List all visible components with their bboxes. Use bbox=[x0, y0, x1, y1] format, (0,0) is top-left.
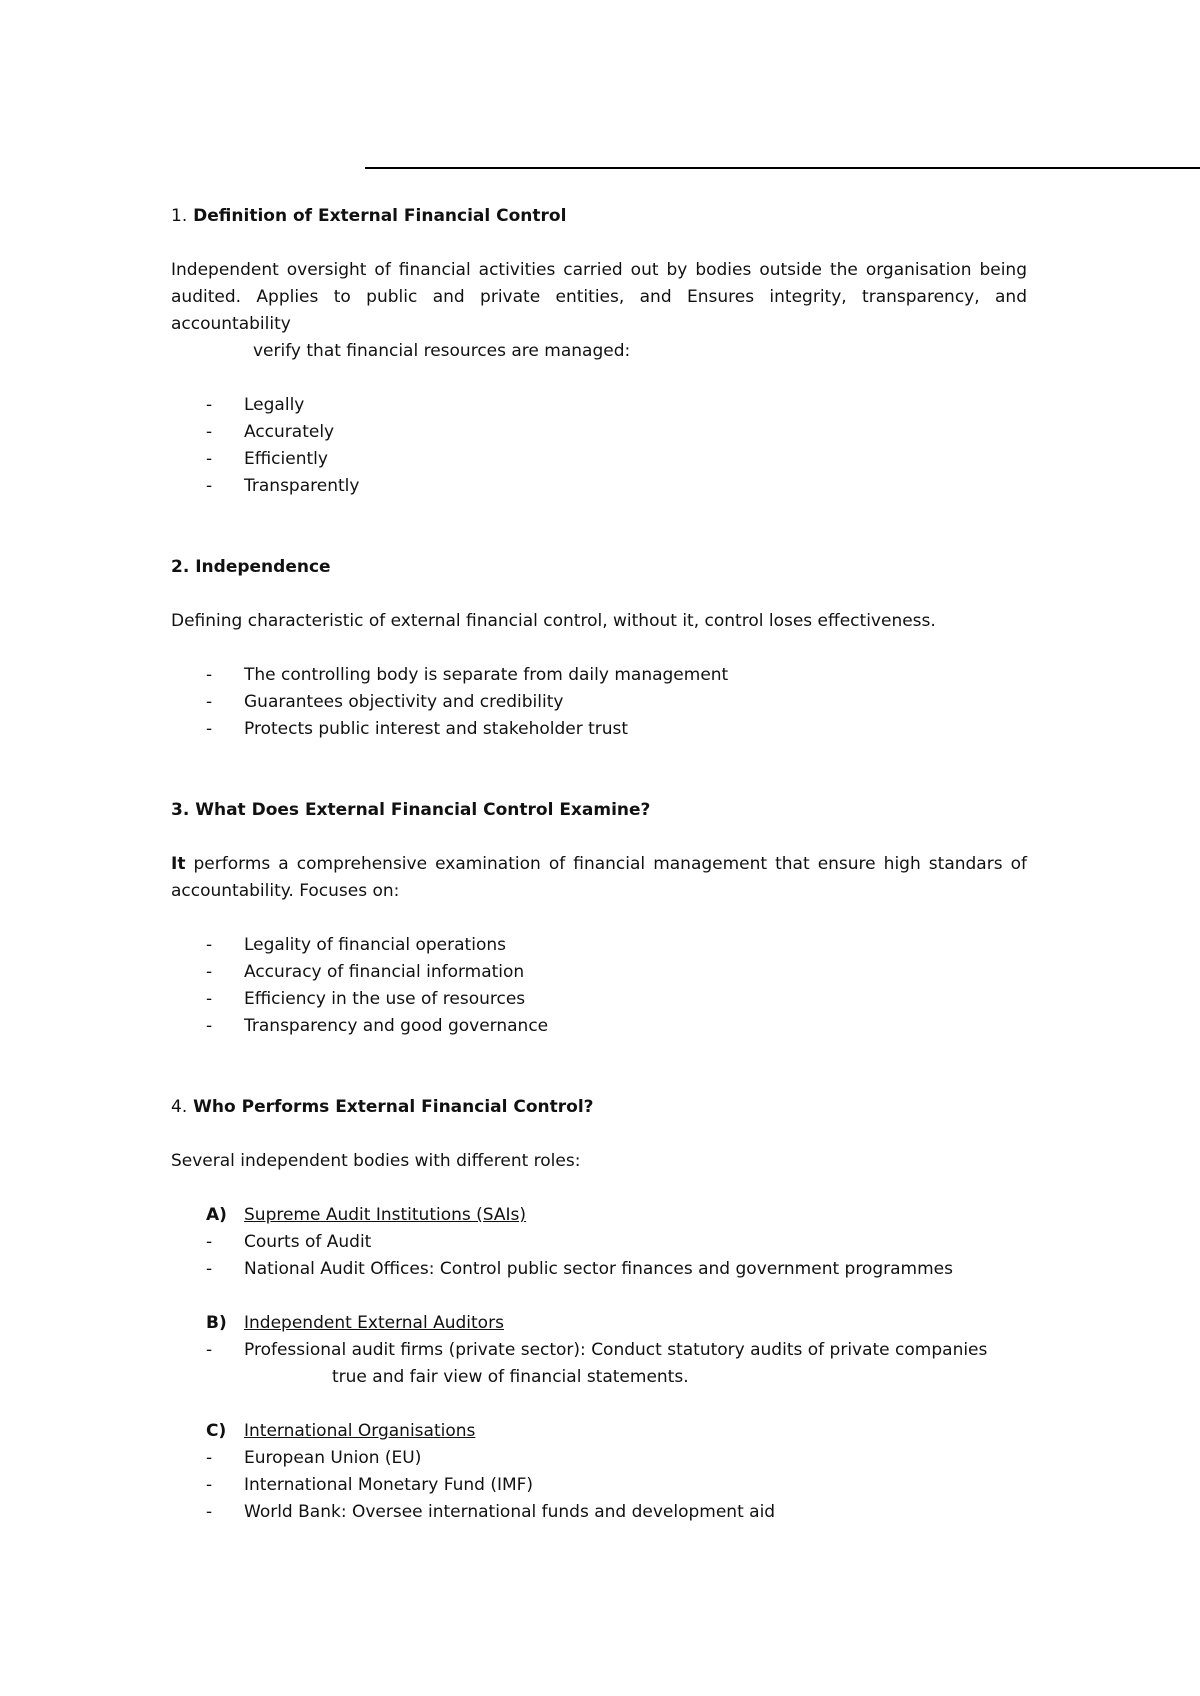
group-b-heading bbox=[171, 1310, 1027, 1337]
section-2-title: Independence bbox=[195, 557, 331, 577]
section-1-list bbox=[171, 392, 1027, 500]
group-c-heading bbox=[171, 1418, 1027, 1445]
section-2-number: 2. bbox=[171, 557, 190, 577]
section-4-heading bbox=[171, 1094, 1027, 1121]
header-rule bbox=[365, 167, 1200, 169]
group-a-heading bbox=[171, 1202, 1027, 1229]
group-b-letter: B) bbox=[206, 1313, 227, 1333]
list-item: - Accurately bbox=[206, 422, 335, 442]
list-item: - Accuracy of financial information bbox=[206, 962, 525, 982]
section-1-number: 1. bbox=[171, 206, 188, 226]
group-b-list bbox=[171, 1337, 1027, 1364]
section-4-number: 4. bbox=[171, 1097, 188, 1117]
section-1-heading bbox=[171, 203, 1027, 230]
section-1-indent-line: verify that financial resources are managed: bbox=[253, 341, 631, 361]
group-c-letter: C) bbox=[206, 1421, 227, 1441]
group-b-continuation: true and fair view of financial statements. bbox=[332, 1367, 689, 1387]
list-item: - International Monetary Fund (IMF) bbox=[206, 1475, 534, 1495]
list-item: - Legality of financial operations bbox=[206, 935, 506, 955]
group-c-list bbox=[171, 1445, 1027, 1526]
document-body bbox=[171, 203, 1027, 1526]
list-item: - National Audit Offices: Control public sector finances and government programmes bbox=[206, 1259, 953, 1279]
group-b-title: Independent External Auditors bbox=[244, 1313, 504, 1333]
section-3-title: What Does External Financial Control Examine? bbox=[195, 800, 651, 820]
section-3-lead: It bbox=[171, 854, 186, 874]
list-item: - The controlling body is separate from daily management bbox=[206, 665, 729, 685]
section-3-heading bbox=[171, 797, 1027, 824]
section-2-list bbox=[171, 662, 1027, 743]
section-2-paragraph: Defining characteristic of external financial control, without it, control loses effectiveness. bbox=[171, 611, 936, 631]
section-1-paragraph: Independent oversight of financial activities carried out by bodies outside the organisation being audited. Applies to public and private entities, and Ensures integrity, transparency, and accountability bbox=[171, 260, 1027, 334]
list-item: - Efficiency in the use of resources bbox=[206, 989, 526, 1009]
group-a-list bbox=[171, 1229, 1027, 1283]
list-item: - Efficiently bbox=[206, 449, 328, 469]
group-c-title: International Organisations bbox=[244, 1421, 476, 1441]
list-item: - Transparency and good governance bbox=[206, 1016, 549, 1036]
section-2-heading bbox=[171, 554, 1027, 581]
group-a-title: Supreme Audit Institutions (SAIs) bbox=[244, 1205, 527, 1225]
list-item: - Transparently bbox=[206, 476, 360, 496]
list-item: - Legally bbox=[206, 395, 305, 415]
section-3-paragraph: It performs a comprehensive examination of financial management that ensure high standars of accountability. Focuses on: bbox=[171, 854, 1027, 901]
list-item: - Professional audit firms (private sector): Conduct statutory audits of private companies bbox=[206, 1340, 988, 1360]
section-1-title: Definition of External Financial Control bbox=[193, 206, 567, 226]
section-3-list bbox=[171, 932, 1027, 1040]
list-item: - Guarantees objectivity and credibility bbox=[206, 692, 564, 712]
list-item: - World Bank: Oversee international funds and development aid bbox=[206, 1502, 776, 1522]
group-a-letter: A) bbox=[206, 1205, 227, 1225]
list-item: - Courts of Audit bbox=[206, 1232, 372, 1252]
section-4-title: Who Performs External Financial Control? bbox=[193, 1097, 594, 1117]
list-item: - Protects public interest and stakeholder trust bbox=[206, 719, 629, 739]
list-item: - European Union (EU) bbox=[206, 1448, 422, 1468]
section-4-paragraph: Several independent bodies with different roles: bbox=[171, 1151, 581, 1171]
section-3-number: 3. bbox=[171, 800, 190, 820]
